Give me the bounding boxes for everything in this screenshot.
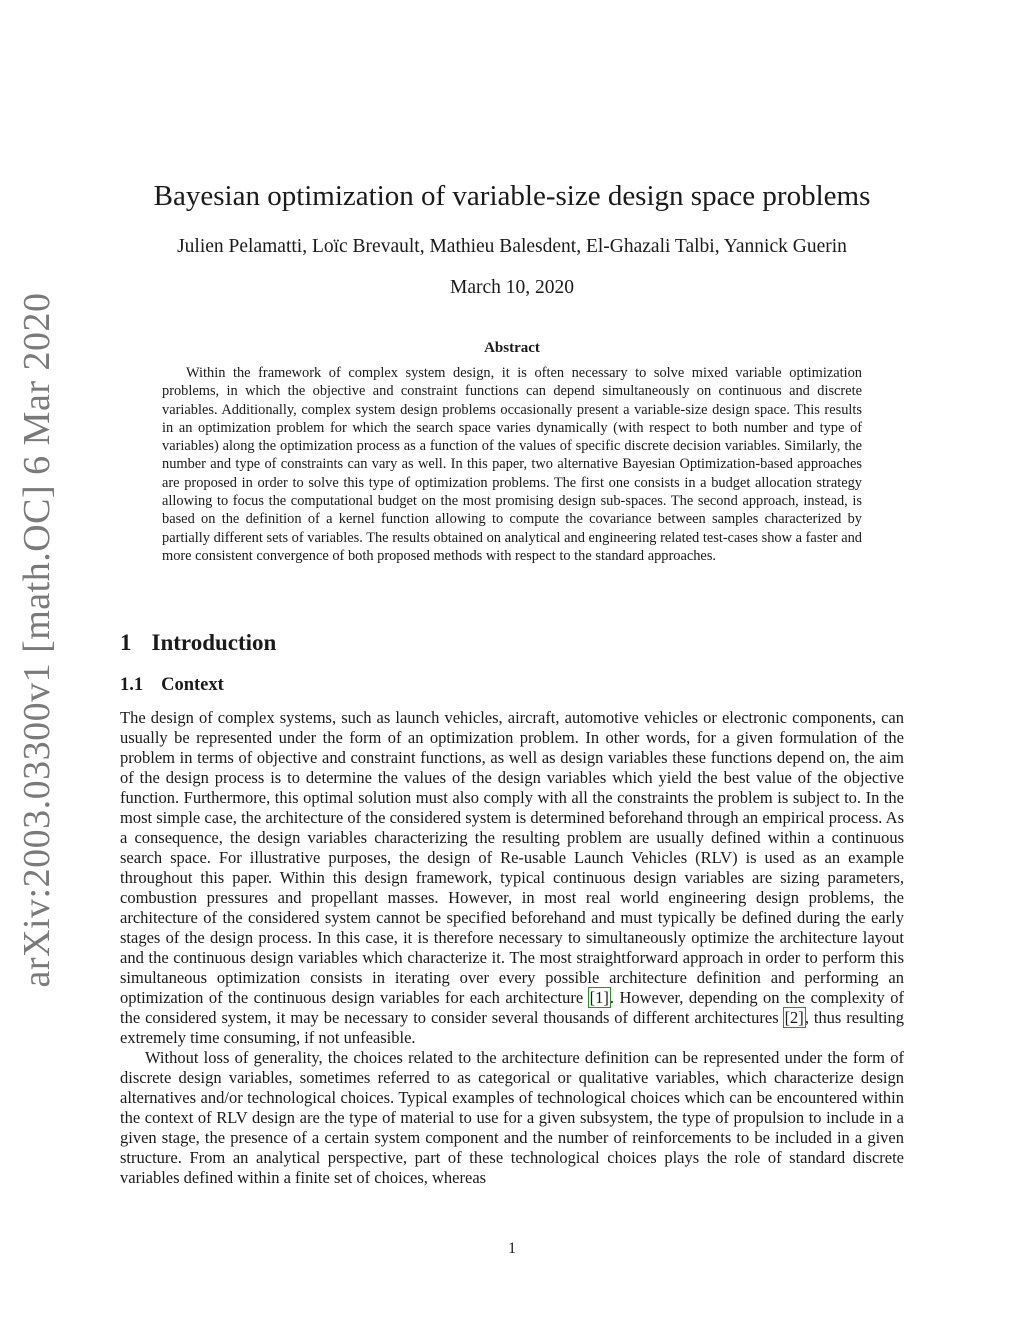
- paper-title: Bayesian optimization of variable-size design space problems: [153, 180, 871, 212]
- section-heading: [120, 630, 276, 656]
- section-title: Introduction: [151, 630, 277, 655]
- arxiv-identifier: arXiv:2003.03300v1 [math.OC] 6 Mar 2020: [16, 292, 58, 988]
- publication-date: March 10, 2020: [449, 277, 575, 298]
- abstract-heading: Abstract: [484, 340, 540, 356]
- paragraph-1-part-1: The design of complex systems, such as launch vehicles, aircraft, automotive vehicles or electronic components, can usually be represented under the form of an optimization problem. In other words, for a given formulation of the problem in terms of objective and constraint functions, as well as design variables these functions depend on, the aim of the design process is to determine the values of the design variables which yield the best value of the objective function. Furthermore, this optimal solution must also comply with all the constraints the problem is subject to. In the most simple case, the architecture of the considered system is determined beforehand through an empirical process. As a consequence, the design variables characterizing the resulting problem are usually defined within a continuous search space. For illustrative purposes, the design of Re-usable Launch Vehicles (RLV) is used as an example throughout this paper. Within this design framework, typical continuous design variables are sizing parameters, combustion pressures and propellant masses. However, in most real world engineering design problems, the architecture of the considered system cannot be specified beforehand and must typically be defined during the early stages of the design process. In this case, it is therefore necessary to simultaneously optimize the architecture layout and the continuous design variables which characterize it. The most straightforward approach in order to perform this simultaneous optimization consists in iterating over every possible architecture definition and performing an optimization of the continuous design variables for each architecture: [120, 708, 904, 1007]
- section-number: 1: [120, 630, 132, 655]
- paragraph-1-part-3: , thus resulting extremely time consuming, if not unfeasible.: [120, 1008, 904, 1047]
- citation-link-1[interactable]: [1]: [589, 988, 609, 1007]
- paragraph-1: [120, 708, 904, 1048]
- paragraph-1-part-2: . However, depending on the complexity of the considered system, it may be necessary to consider several thousands of different architectures: [120, 988, 904, 1027]
- subsection-heading: [120, 675, 224, 696]
- abstract-text: Within the framework of complex system design, it is often necessary to solve mixed variable optimization problems, in which the objective and constraint functions can depend simultaneously on continuous and discrete variables. Additionally, complex system design problems occasionally present a variable-size design space. This results in an optimization problem for which the search space varies dynamically (with respect to both number and type of variables) along the optimization process as a function of the values of specific discrete decision variables. Similarly, the number and type of constraints can vary as well. In this paper, two alternative Bayesian Optimization-based approaches are proposed in order to solve this type of optimization problems. The first one consists in a budget allocation strategy allowing to focus the computational budget on the most promising design sub-spaces. The second approach, instead, is based on the definition of a kernel function allowing to compute the covariance between samples characterized by partially different sets of variables. The results obtained on analytical and engineering related test-cases show a faster and more consistent convergence of both proposed methods with respect to the standard approaches.: [162, 365, 862, 564]
- subsection-number: 1.1: [120, 675, 144, 695]
- page-number: 1: [508, 1240, 516, 1257]
- author-list: Julien Pelamatti, Loïc Brevault, Mathieu Balesdent, El-Ghazali Talbi, Yannick Guerin: [177, 236, 847, 257]
- citation-link-2[interactable]: [2]: [784, 1008, 804, 1027]
- subsection-title: Context: [161, 675, 224, 695]
- paragraph-2: Without loss of generality, the choices related to the architecture definition can be represented under the form of discrete design variables, sometimes referred to as categorical or qualitative variables, which characterize design alternatives and/or technological choices. Typical examples of technological choices which can be encountered within the context of RLV design are the type of material to use for a given subsystem, the type of propulsion to include in a given stage, the presence of a certain system component and the number of reinforcements to be included in a given structure. From an analytical perspective, part of these technological choices plays the role of standard discrete variables defined within a finite set of choices, whereas: [120, 1048, 904, 1187]
- section-body: [120, 708, 904, 1188]
